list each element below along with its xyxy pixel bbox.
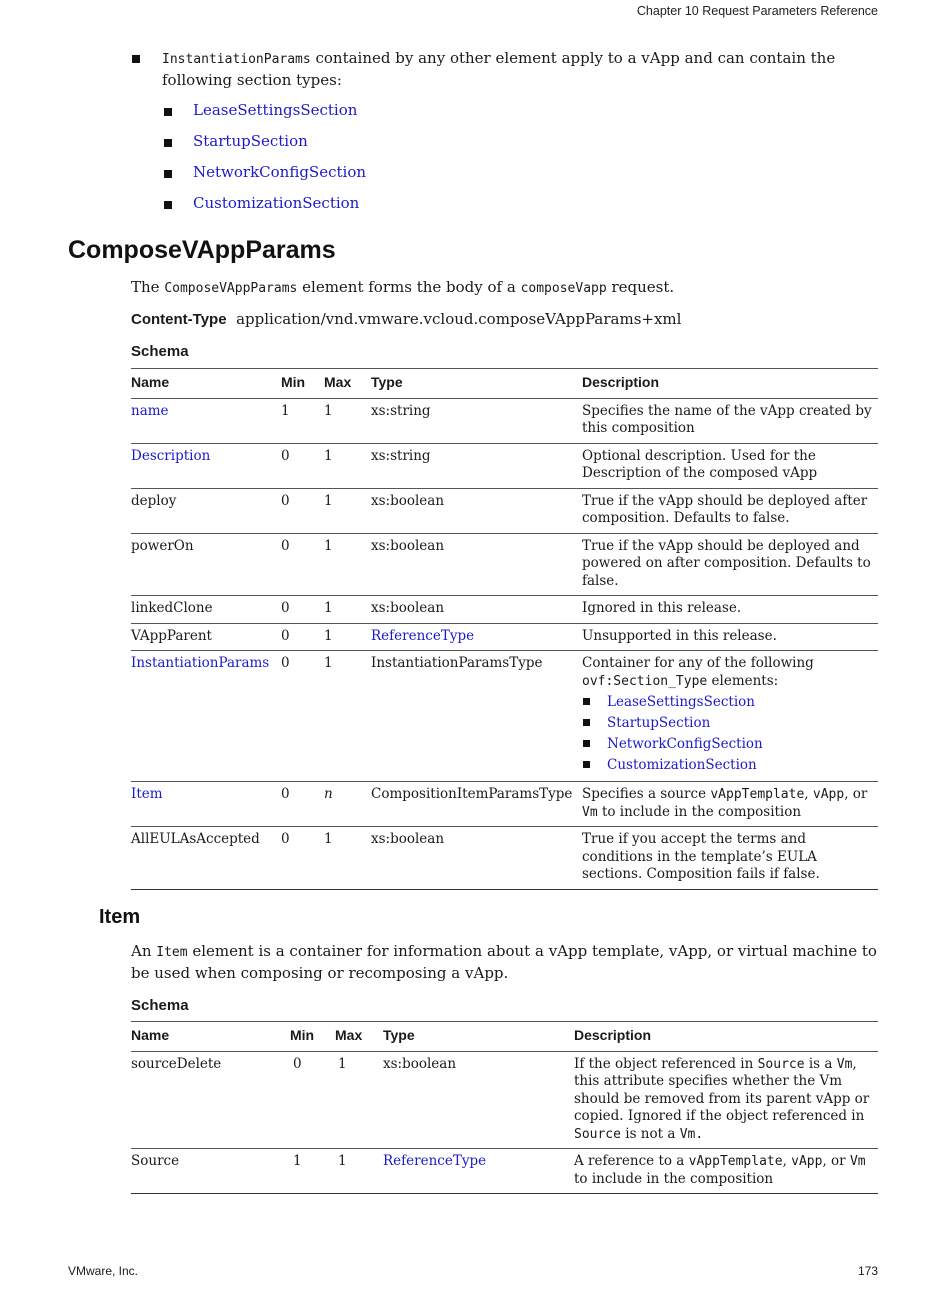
table-row <box>131 488 878 533</box>
link-startup-section[interactable]: StartupSection <box>607 715 711 731</box>
link-name[interactable]: name <box>131 402 169 419</box>
link-network-config-section[interactable]: NetworkConfigSection <box>193 163 367 181</box>
cell-max: 1 <box>335 1051 383 1149</box>
cell-min: 0 <box>281 443 324 488</box>
list-item <box>582 713 878 734</box>
bullet-square-icon <box>583 719 590 726</box>
table-row <box>131 782 878 827</box>
cell-name: powerOn <box>131 533 281 596</box>
cell-type: xs:boolean <box>371 488 582 533</box>
bullet-square-icon <box>164 170 172 178</box>
running-header: Chapter 10 Request Parameters Reference <box>636 4 878 18</box>
cell-type: xs:string <box>371 443 582 488</box>
link-network-config-section[interactable]: NetworkConfigSection <box>607 736 763 752</box>
cell-description: A reference to a vAppTemplate, vApp, or Vm to include in the composition <box>574 1149 878 1194</box>
cell-type: xs:boolean <box>371 827 582 890</box>
cell-description: Unsupported in this release. <box>582 623 878 651</box>
cell-max: 1 <box>324 623 371 651</box>
cell-name: VAppParent <box>131 623 281 651</box>
cell-max: n <box>324 782 371 827</box>
cell-min: 1 <box>290 1149 335 1194</box>
section-title-compose-vapp-params: ComposeVAppParams <box>68 236 336 264</box>
column-header: Type <box>383 1022 574 1052</box>
cell-type: xs:boolean <box>371 533 582 596</box>
cell-min: 0 <box>281 827 324 890</box>
link-lease-settings-section[interactable]: LeaseSettingsSection <box>607 694 755 710</box>
cell-min: 0 <box>281 782 324 827</box>
list-item <box>582 755 878 776</box>
cell-description: Optional description. Used for the Description of the composed vApp <box>582 443 878 488</box>
item-description: An Item element is a container for information about a vApp template, vApp, or virtual machine to be used when composing or recomposing a vApp. <box>131 942 877 982</box>
cell-type: xs:string <box>371 398 582 443</box>
cell-max: 1 <box>324 651 371 782</box>
table-row <box>131 651 878 782</box>
table-row <box>131 398 878 443</box>
cell-min: 0 <box>281 488 324 533</box>
cell-description: Ignored in this release. <box>582 596 878 624</box>
footer-company: VMware, Inc. <box>68 1264 139 1278</box>
list-item <box>582 692 878 713</box>
content-type-value: application/vnd.vmware.vcloud.composeVAppParams+xml <box>236 310 682 328</box>
link-reference-type[interactable]: ReferenceType <box>383 1153 487 1169</box>
column-header: Name <box>131 369 281 399</box>
cell-description: If the object referenced in Source is a Vm, this attribute specifies whether the Vm should be removed from its parent vApp or copied. Ignored if the object referenced in Source is not a Vm. <box>574 1051 878 1149</box>
column-header: Min <box>290 1022 335 1052</box>
link-lease-settings-section[interactable]: LeaseSettingsSection <box>193 101 358 119</box>
column-header: Name <box>131 1022 290 1052</box>
cell-name: AllEULAsAccepted <box>131 827 281 890</box>
table-row <box>131 1149 878 1194</box>
cell-type: xs:boolean <box>371 596 582 624</box>
column-header: Min <box>281 369 324 399</box>
intro-text: InstantiationParams contained by any other element apply to a vApp and can contain the following section types: <box>162 49 836 89</box>
column-header: Max <box>324 369 371 399</box>
table-row <box>131 623 878 651</box>
bullet-square-icon <box>583 740 590 747</box>
cell-max: 1 <box>324 443 371 488</box>
table-row <box>131 533 878 596</box>
column-header: Max <box>335 1022 383 1052</box>
bullet-square-icon <box>583 698 590 705</box>
cell-name: sourceDelete <box>131 1051 290 1149</box>
link-description[interactable]: Description <box>131 447 211 464</box>
table-row <box>131 596 878 624</box>
content-type-line <box>131 309 881 330</box>
bullet-square-icon <box>164 108 172 116</box>
cell-min: 1 <box>281 398 324 443</box>
cell-description: True if the vApp should be deployed and powered on after composition. Defaults to false. <box>582 533 878 596</box>
link-customization-section[interactable]: CustomizationSection <box>607 757 757 773</box>
cell-min: 0 <box>281 596 324 624</box>
cell-max: 1 <box>324 488 371 533</box>
bullet-square-icon <box>583 761 590 768</box>
table-row <box>131 1051 878 1149</box>
content-type-label: Content-Type <box>131 311 227 328</box>
bullet-square-icon <box>132 55 140 63</box>
cell-type: CompositionItemParamsType <box>371 782 582 827</box>
cell-min: 0 <box>281 651 324 782</box>
cell-description: True if you accept the terms and conditions in the template’s EULA sections. Composition fails if false. <box>582 827 878 890</box>
link-instantiation-params[interactable]: InstantiationParams <box>131 655 270 671</box>
cell-max: 1 <box>324 398 371 443</box>
compose-description: The ComposeVAppParams element forms the body of a composeVapp request. <box>131 278 675 296</box>
list-item <box>582 734 878 755</box>
schema-heading: Schema <box>131 343 189 360</box>
column-header: Description <box>582 369 878 399</box>
link-item[interactable]: Item <box>131 786 163 802</box>
bullet-square-icon <box>164 201 172 209</box>
table-row <box>131 443 878 488</box>
section-title-item: Item <box>99 906 141 928</box>
cell-description: Specifies a source vAppTemplate, vApp, or Vm to include in the composition <box>582 782 878 827</box>
page-number: 173 <box>857 1264 878 1278</box>
schema-heading: Schema <box>131 997 189 1014</box>
column-header: Type <box>371 369 582 399</box>
compose-schema-table <box>131 368 878 890</box>
cell-min: 0 <box>281 623 324 651</box>
cell-description: Container for any of the following ovf:Section_Type elements: LeaseSettingsSection StartupSection NetworkConfigSection CustomizationSection <box>582 651 878 782</box>
cell-max: 1 <box>324 596 371 624</box>
table-header-row <box>131 369 878 399</box>
cell-description: True if the vApp should be deployed after composition. Defaults to false. <box>582 488 878 533</box>
cell-max: 1 <box>324 827 371 890</box>
section-types-list <box>582 692 878 776</box>
link-customization-section[interactable]: CustomizationSection <box>193 194 360 212</box>
cell-description: Specifies the name of the vApp created by this composition <box>582 398 878 443</box>
cell-name: Source <box>131 1149 290 1194</box>
cell-name: deploy <box>131 488 281 533</box>
cell-min: 0 <box>281 533 324 596</box>
cell-max: 1 <box>324 533 371 596</box>
cell-max: 1 <box>335 1149 383 1194</box>
table-row <box>131 827 878 890</box>
link-startup-section[interactable]: StartupSection <box>193 132 308 150</box>
column-header: Description <box>574 1022 878 1052</box>
cell-type: xs:boolean <box>383 1051 574 1149</box>
cell-name: linkedClone <box>131 596 281 624</box>
cell-min: 0 <box>290 1051 335 1149</box>
cell-type: InstantiationParamsType <box>371 651 582 782</box>
link-reference-type[interactable]: ReferenceType <box>371 627 475 644</box>
bullet-square-icon <box>164 139 172 147</box>
item-schema-table <box>131 1021 878 1194</box>
table-header-row <box>131 1022 878 1052</box>
